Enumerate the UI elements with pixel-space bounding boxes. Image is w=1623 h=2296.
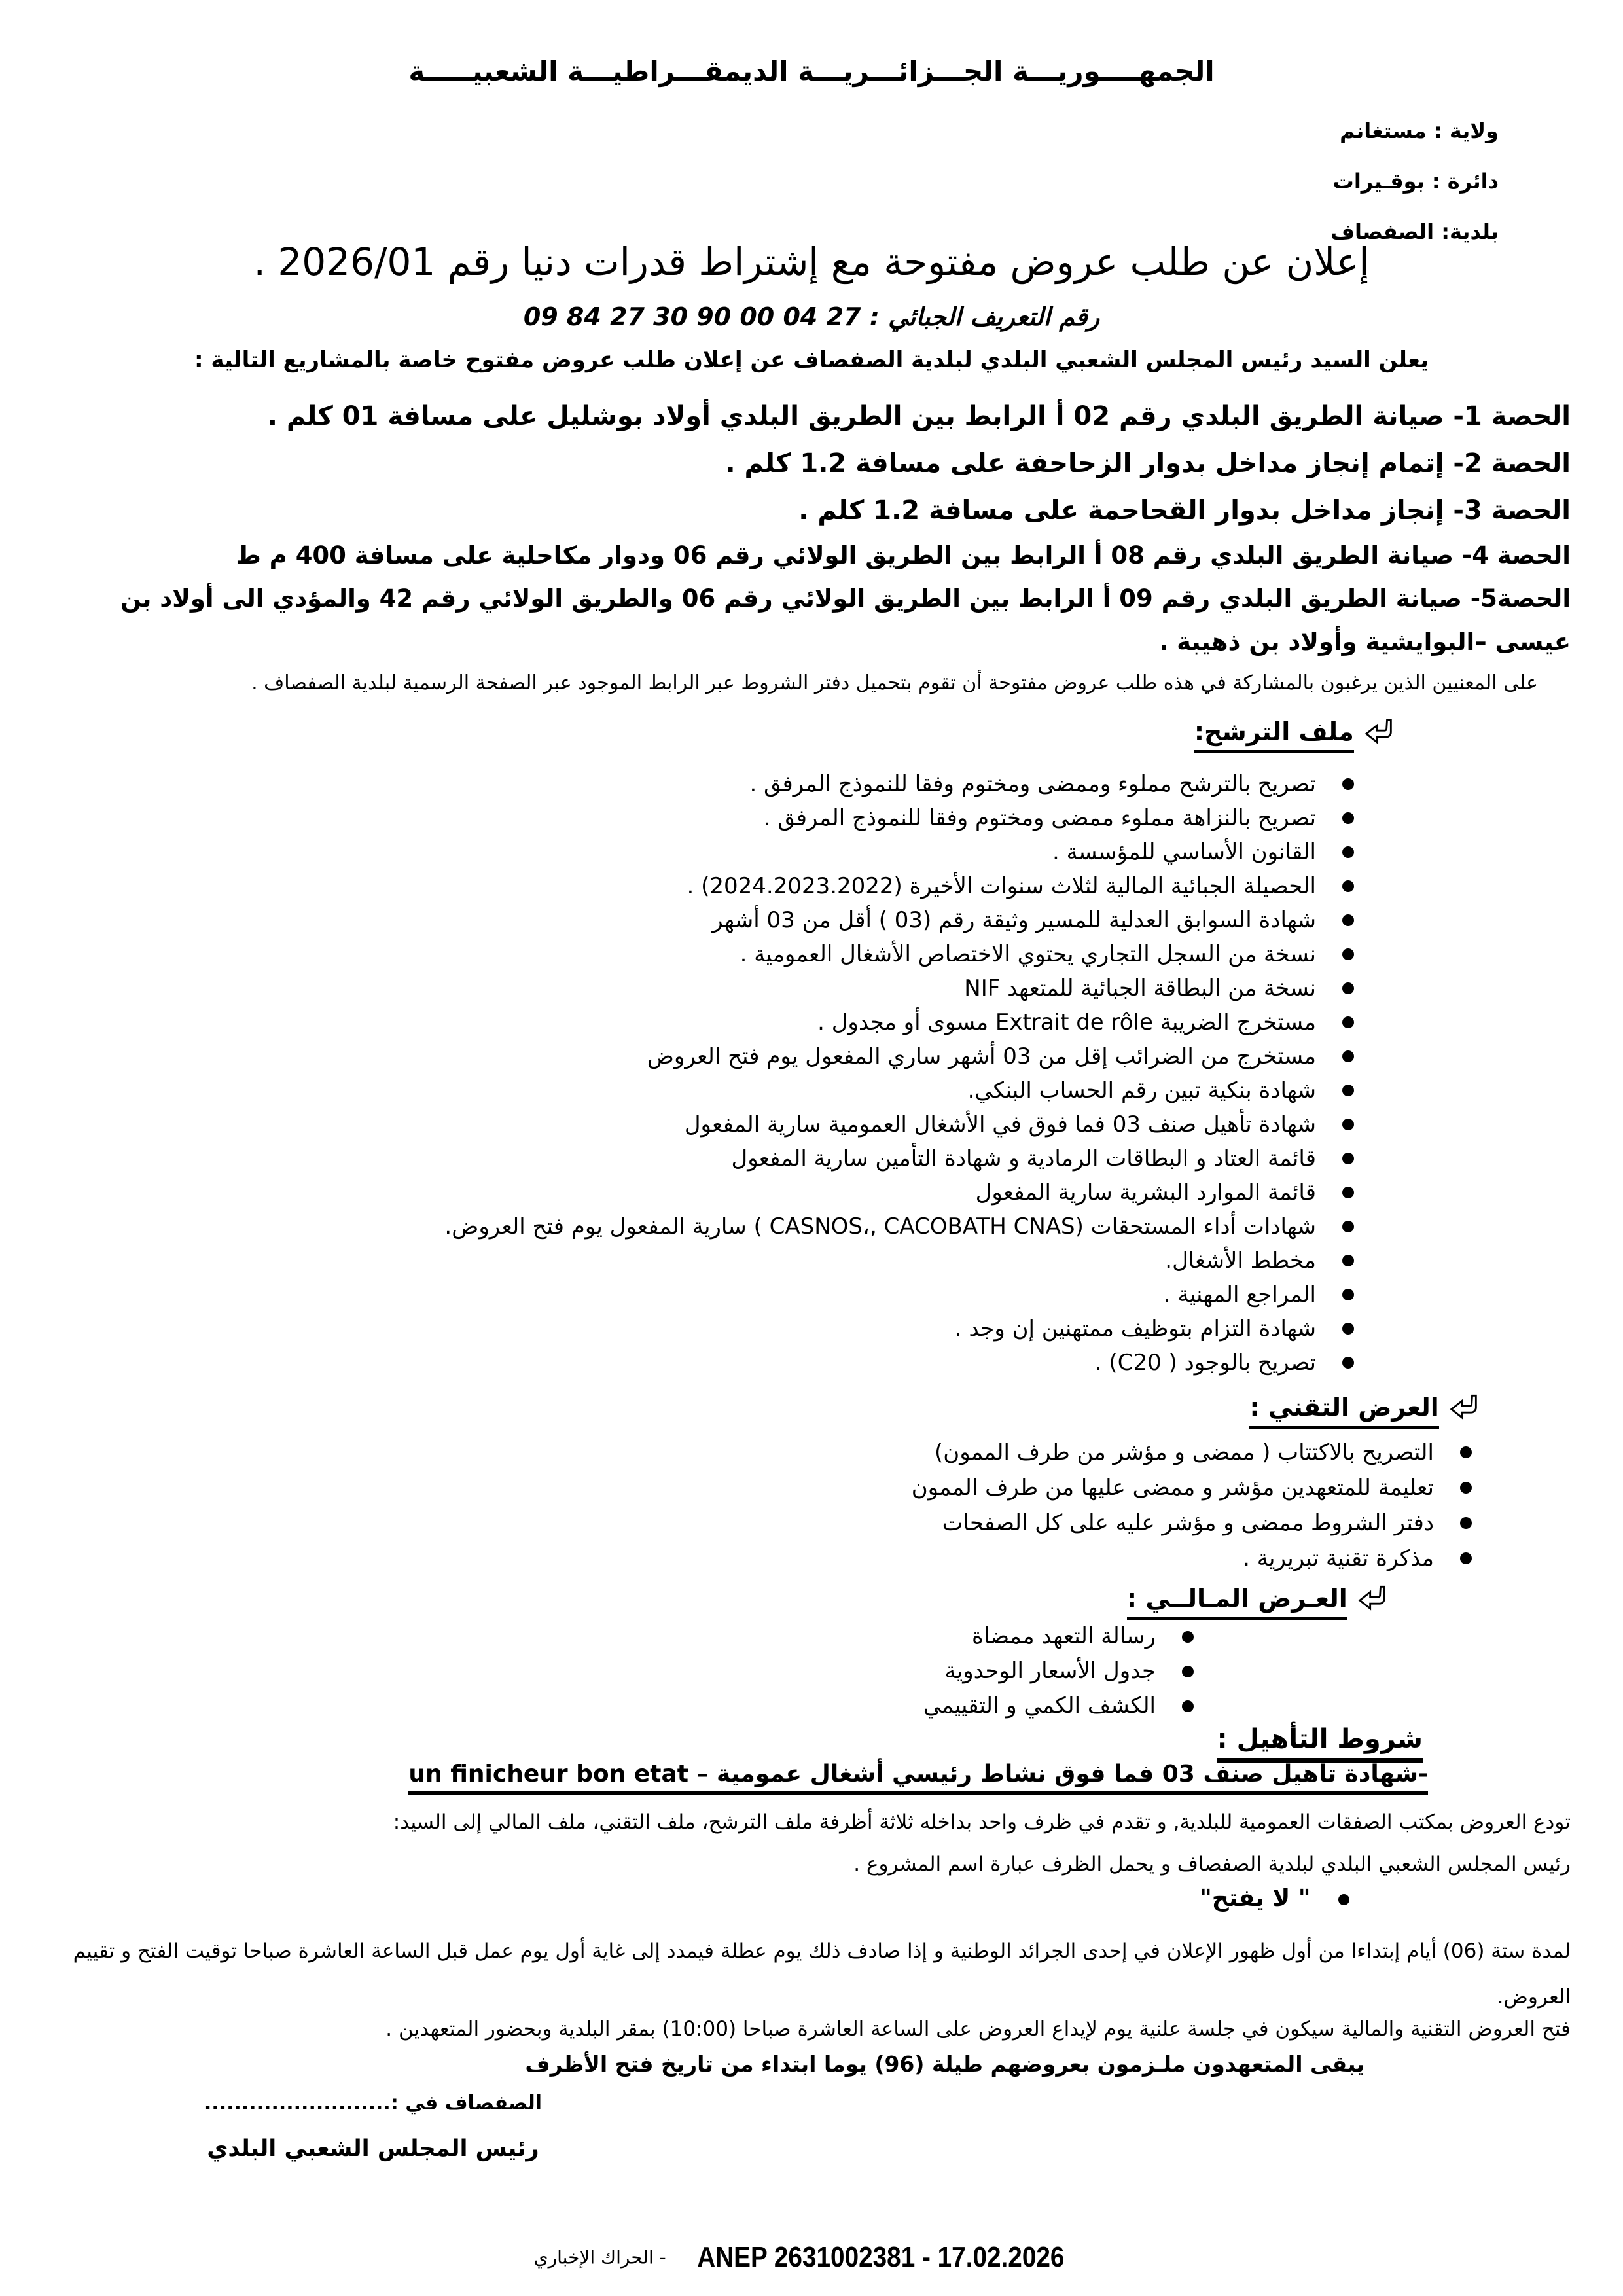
bent-arrow-icon <box>1357 1585 1387 1617</box>
list-item: تعليمة للمتعهدين مؤشر و ممضى عليها من طرف الممون <box>52 1470 1476 1505</box>
opening-session-paragraph: فتح العروض التقنية والمالية سيكون في جلسة علنية يوم لإيداع العروض على الساعة العاشرة صباحا (10:00) بمقر البلدية وبحضور المتعهدين . <box>385 2017 1571 2041</box>
signature-role-line: رئيس المجلس الشعبي البلدي <box>207 2136 539 2162</box>
list-item: شهادة تأهيل صنف 03 فما فوق في الأشغال العمومية سارية المفعول <box>52 1107 1358 1141</box>
list-item: شهادة السوابق العدلية للمسير وثيقة رقم (03 ) أقل من 03 أشهر <box>52 903 1358 937</box>
tax-id-label: رقم التعريف الجبائي : <box>869 302 1100 331</box>
signature-place-line: الصفصاف في :......................... <box>204 2092 543 2115</box>
list-item: القانون الأساسي للمؤسسة . <box>52 835 1358 869</box>
list-item: الكشف الكمي و التقييمي <box>52 1689 1198 1723</box>
submission-line: تودع العروض بمكتب الصفقات العمومية للبلدية, و تقدم في ظرف واحد بداخله ثلاثة أظرفة ملف الترشح، ملف التقني، ملف المالي إلى السيد: <box>393 1810 1571 1834</box>
list-item: مذكرة تقنية تبريرية . <box>52 1541 1476 1576</box>
list-item: تصريح بالترشح مملوء وممضى ومختوم وفقا للنموذج المرفق . <box>52 767 1358 801</box>
download-note: على المعنيين الذين يرغبون بالمشاركة في هذه طلب عروض مفتوحة أن تقوم بتحميل دفتر الشروط عبر الرابط الموجود عبر الصفحة الرسمية لبلدية الصفصاف . <box>251 672 1538 694</box>
list-item: شهادة بنكية تبين رقم الحساب البنكي. <box>52 1073 1358 1107</box>
lots-list <box>52 393 1571 664</box>
technical-offer-title: العرض التقني : <box>1249 1393 1438 1429</box>
signature-block <box>177 2092 569 2162</box>
list-item: تصريح بالوجود ( C20) . <box>52 1346 1358 1380</box>
list-item: رسالة التعهد ممضاة <box>52 1619 1198 1654</box>
financial-offer-title: العـرض المـالــي : <box>1127 1584 1347 1620</box>
list-item: جدول الأسعار الوحدوية <box>52 1654 1198 1689</box>
tax-id-number: 09 84 27 30 90 00 04 27 <box>523 302 861 331</box>
envelope-recipient-line: رئيس المجلس الشعبي البلدي لبلدية الصفصاف و يحمل الظرف عبارة اسم المشروع . <box>853 1852 1571 1876</box>
list-item: دفتر الشروط ممضى و مؤشر عليه على كل الصفحات <box>52 1505 1476 1541</box>
list-item: شهادات أداء المستحقات (CASNOS،, CACOBATH CNAS ) سارية المفعول يوم فتح العروض. <box>52 1210 1358 1244</box>
list-item: الحصة 2- إتمام إنجاز مداخل بدوار الزحاحفة على مسافة 1.2 كلم . <box>725 448 1571 478</box>
no-open-line <box>1200 1885 1349 1912</box>
list-item: الحصة 3- إنجاز مداخل بدوار القحاحمة على مسافة 1.2 كلم . <box>798 495 1571 526</box>
list-item: تصريح بالنزاهة مملوء ممضى ومختوم وفقا للنموذج المرفق . <box>52 801 1358 835</box>
announcement-title: إعلان عن طلب عروض مفتوحة مع إشتراط قدرات دنيا رقم 2026/01 . <box>253 240 1370 284</box>
list-item: المراجع المهنية . <box>52 1278 1358 1312</box>
anep-reference: ANEP 2631002381 - 17.02.2026 <box>696 2241 1065 2273</box>
list-item: نسخة من البطاقة الجبائية للمتعهد NIF <box>52 971 1358 1005</box>
publication-period-paragraph: لمدة ستة (06) أيام إبتداءا من أول ظهور الإعلان في إحدى الجرائد الوطنية و إذا صادف ذلك يوم عطلة فيمدد إلى غاية أول يوم عمل قبل الساعة العاشرة صباحا توقيت الفتح و تقييم العروض. <box>73 1939 1571 2009</box>
qualification-conditions-title: شروط التأهيل : <box>1217 1724 1423 1763</box>
submission-paragraph <box>52 1801 1571 1885</box>
commune-line: بلدية: الصفصاف <box>1330 219 1499 244</box>
announcement-intro: يعلن السيد رئيس المجلس الشعبي البلدي لبلدية الصفصاف عن إعلان طلب عروض مفتوح خاصة بالمشاريع التالية : <box>194 347 1429 373</box>
candidacy-file-header <box>1194 717 1394 750</box>
qualification-conditions-line: -شهادة تأهيل صنف 03 فما فوق نشاط رئيسي أشغال عمومية – un finicheur bon etat <box>52 1761 1428 1787</box>
list-item: الحصيلة الجبائية المالية لثلاث سنوات الأخيرة (2024.2023.2022) . <box>52 869 1358 903</box>
list-item: مستخرج الضريبة Extrait de rôle مسوى أو مجدول . <box>52 1005 1358 1039</box>
tax-id-line <box>0 302 1623 331</box>
bent-arrow-icon <box>1449 1393 1479 1426</box>
financial-offer-header <box>1127 1584 1387 1617</box>
list-item: قائمة العتاد و البطاقات الرمادية و شهادة التأمين سارية المفعول <box>52 1141 1358 1175</box>
financial-offer-list <box>52 1619 1198 1723</box>
footer-line <box>0 2241 1623 2274</box>
list-item: التصريح بالاكتتاب ( ممضى و مؤشر من طرف الممون) <box>52 1435 1476 1470</box>
list-item: الحصة 4- صيانة الطريق البلدي رقم 08 أ الرابط بين الطريق الولائي رقم 06 ودوار مكاحلية على مسافة 400 م ط <box>236 541 1571 569</box>
list-item: شهادة التزام بتوظيف ممتهنين إن وجد . <box>52 1312 1358 1346</box>
candidacy-file-title: ملف الترشح: <box>1194 717 1354 753</box>
technical-offer-list <box>52 1435 1476 1576</box>
republic-header: الجمهــــوريـــة الجـــزائـــريـــة الديمقـــراطيـــة الشعبيـــــة <box>408 55 1215 87</box>
list-item: مخطط الأشغال. <box>52 1244 1358 1278</box>
no-open-label: " لا يفتح" <box>1200 1885 1311 1912</box>
technical-offer-header <box>1249 1393 1479 1426</box>
candidacy-file-list <box>52 767 1358 1380</box>
offer-validity-line: يبقى المتعهدون ملـزمون بعروضهم طيلة (96) يوما ابتداء من تاريخ فتح الأظرف <box>525 2051 1364 2077</box>
list-item: نسخة من السجل التجاري يحتوي الاختصاص الأشغال العمومية . <box>52 937 1358 971</box>
list-item: قائمة الموارد البشرية سارية المفعول <box>52 1175 1358 1210</box>
bent-arrow-icon <box>1364 718 1394 750</box>
qualification-conditions-header <box>1217 1724 1423 1754</box>
list-item: الحصة5- صيانة الطريق البلدي رقم 09 أ الرابط بين الطريق الولائي رقم 06 والطريق الولائي رقم 42 والمؤدي الى أولاد بن عيسى –البوايشية وأولاد بن ذهيبة . <box>120 584 1571 656</box>
bullet-dot-icon <box>1338 1894 1349 1905</box>
footer-separator: - <box>653 2246 672 2269</box>
list-item: مستخرج من الضرائب إقل من 03 أشهر ساري المفعول يوم فتح العروض <box>52 1039 1358 1073</box>
daira-line: دائرة : بوقـيرات <box>1332 169 1499 194</box>
list-item: الحصة 1- صيانة الطريق البلدي رقم 02 أ الرابط بين الطريق البلدي أولاد بوشليل على مسافة 01 كلم . <box>267 401 1571 431</box>
news-source: الحراك الإخباري <box>533 2246 654 2269</box>
wilaya-line: ولاية : مستغانم <box>1340 118 1499 143</box>
